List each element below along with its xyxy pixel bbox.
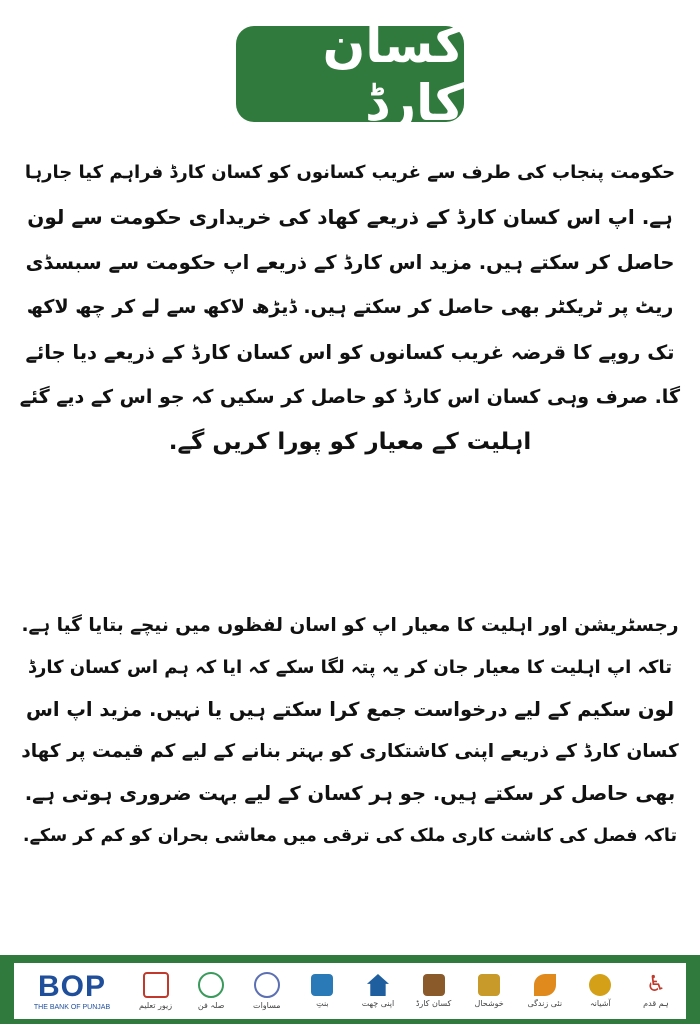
education-icon: [143, 972, 169, 998]
prosperity-icon: [478, 974, 500, 996]
bank-name: THE BANK OF PUNJAB: [33, 1003, 111, 1011]
wheelchair-icon: ♿: [646, 972, 666, 997]
daughter-icon: [311, 974, 333, 996]
logo-item: آشیانہ: [578, 967, 622, 1015]
paragraph-line: تک روپے کا قرضہ غریب کسانوں کو اس کسان کارڈ کے ذریعے دیا جائے: [25, 341, 675, 364]
house-icon: [367, 974, 389, 996]
logo-item: نئی زندگی: [523, 967, 567, 1015]
paragraph-line: حکومت پنجاب کی طرف سے غریب کسانوں کو کسان کارڈ فراہم کیا جارہا: [24, 162, 676, 183]
logo-item: ♿ ہم قدم: [643, 972, 669, 1008]
bank-of-punjab-logo: [22, 969, 122, 1011]
bank-logo-text: BOP: [37, 969, 106, 1003]
shelter-icon: [589, 974, 611, 996]
title-banner: [236, 16, 464, 132]
farmer-icon: [423, 974, 445, 996]
logo-item: خوشحال: [467, 967, 511, 1015]
paragraph-line: کسان کارڈ کے ذریعے اپنی کاشتکاری کو بہتر بنانے کے لیے کم قیمت پر کھاد: [21, 741, 679, 762]
logo-item: بنتِ: [300, 967, 344, 1015]
logo-item: اپنی چھت: [356, 967, 400, 1015]
paragraph-line: تاکہ فصل کی کاشت کاری ملک کی ترقی میں معاشی بحران کو کم کر سکے.: [22, 826, 678, 846]
paragraph-line: اہلیت کے معیار کو پورا کریں گے.: [168, 429, 532, 455]
paragraph-line: رجسٹریشن اور اہلیت کا معیار اپ کو اسان لفظوں میں نیچے بتایا گیا ہے.: [21, 615, 679, 636]
paragraph-line: ہے. اپ اس کسان کارڈ کے ذریعے کھاد کی خریداری حکومت سے لون: [27, 205, 673, 229]
footer-bar: [0, 955, 700, 1024]
intro-paragraph: [20, 150, 680, 465]
paragraph-line: ریٹ پر ٹریکٹر بھی حاصل کر سکتے ہیں. ڈیڑھ لاکھ سے لے کر چھ لاکھ: [26, 296, 674, 318]
logo-item: کسان کارڈ: [412, 967, 456, 1015]
paragraph-line: لون سکیم کے لیے درخواست جمع کرا سکتے ہیں یا نہیں. مزید اپ اس: [25, 698, 675, 721]
page-title: کسان کارڈ: [322, 16, 464, 132]
logo-item: صلہ فن: [189, 967, 233, 1015]
logo-item: زیور تعلیم: [134, 967, 178, 1015]
art-icon: [198, 972, 224, 998]
paragraph-line: تاکہ اپ اہلیت کا معیار جان کر یہ پتہ لگا سکے کہ ایا کہ ہم اس کسان کارڈ: [27, 657, 673, 678]
new-life-icon: [534, 974, 556, 996]
footer-logos: [14, 963, 686, 1019]
logo-item: مساوات: [245, 967, 289, 1015]
equality-icon: [254, 972, 280, 998]
paragraph-line: بھی حاصل کر سکتے ہیں. جو ہر کسان کے لیے بہت ضروری ہوتی ہے.: [24, 782, 676, 805]
eligibility-paragraph: [20, 605, 680, 857]
paragraph-line: گا. صرف وہی کسان اس کارڈ کو حاصل کر سکیں کہ جو اس کے دیے گئے: [19, 386, 680, 408]
paragraph-line: حاصل کر سکتے ہیں. مزید اس کارڈ کے ذریعے اپ حکومت سے سبسڈی: [25, 251, 675, 274]
